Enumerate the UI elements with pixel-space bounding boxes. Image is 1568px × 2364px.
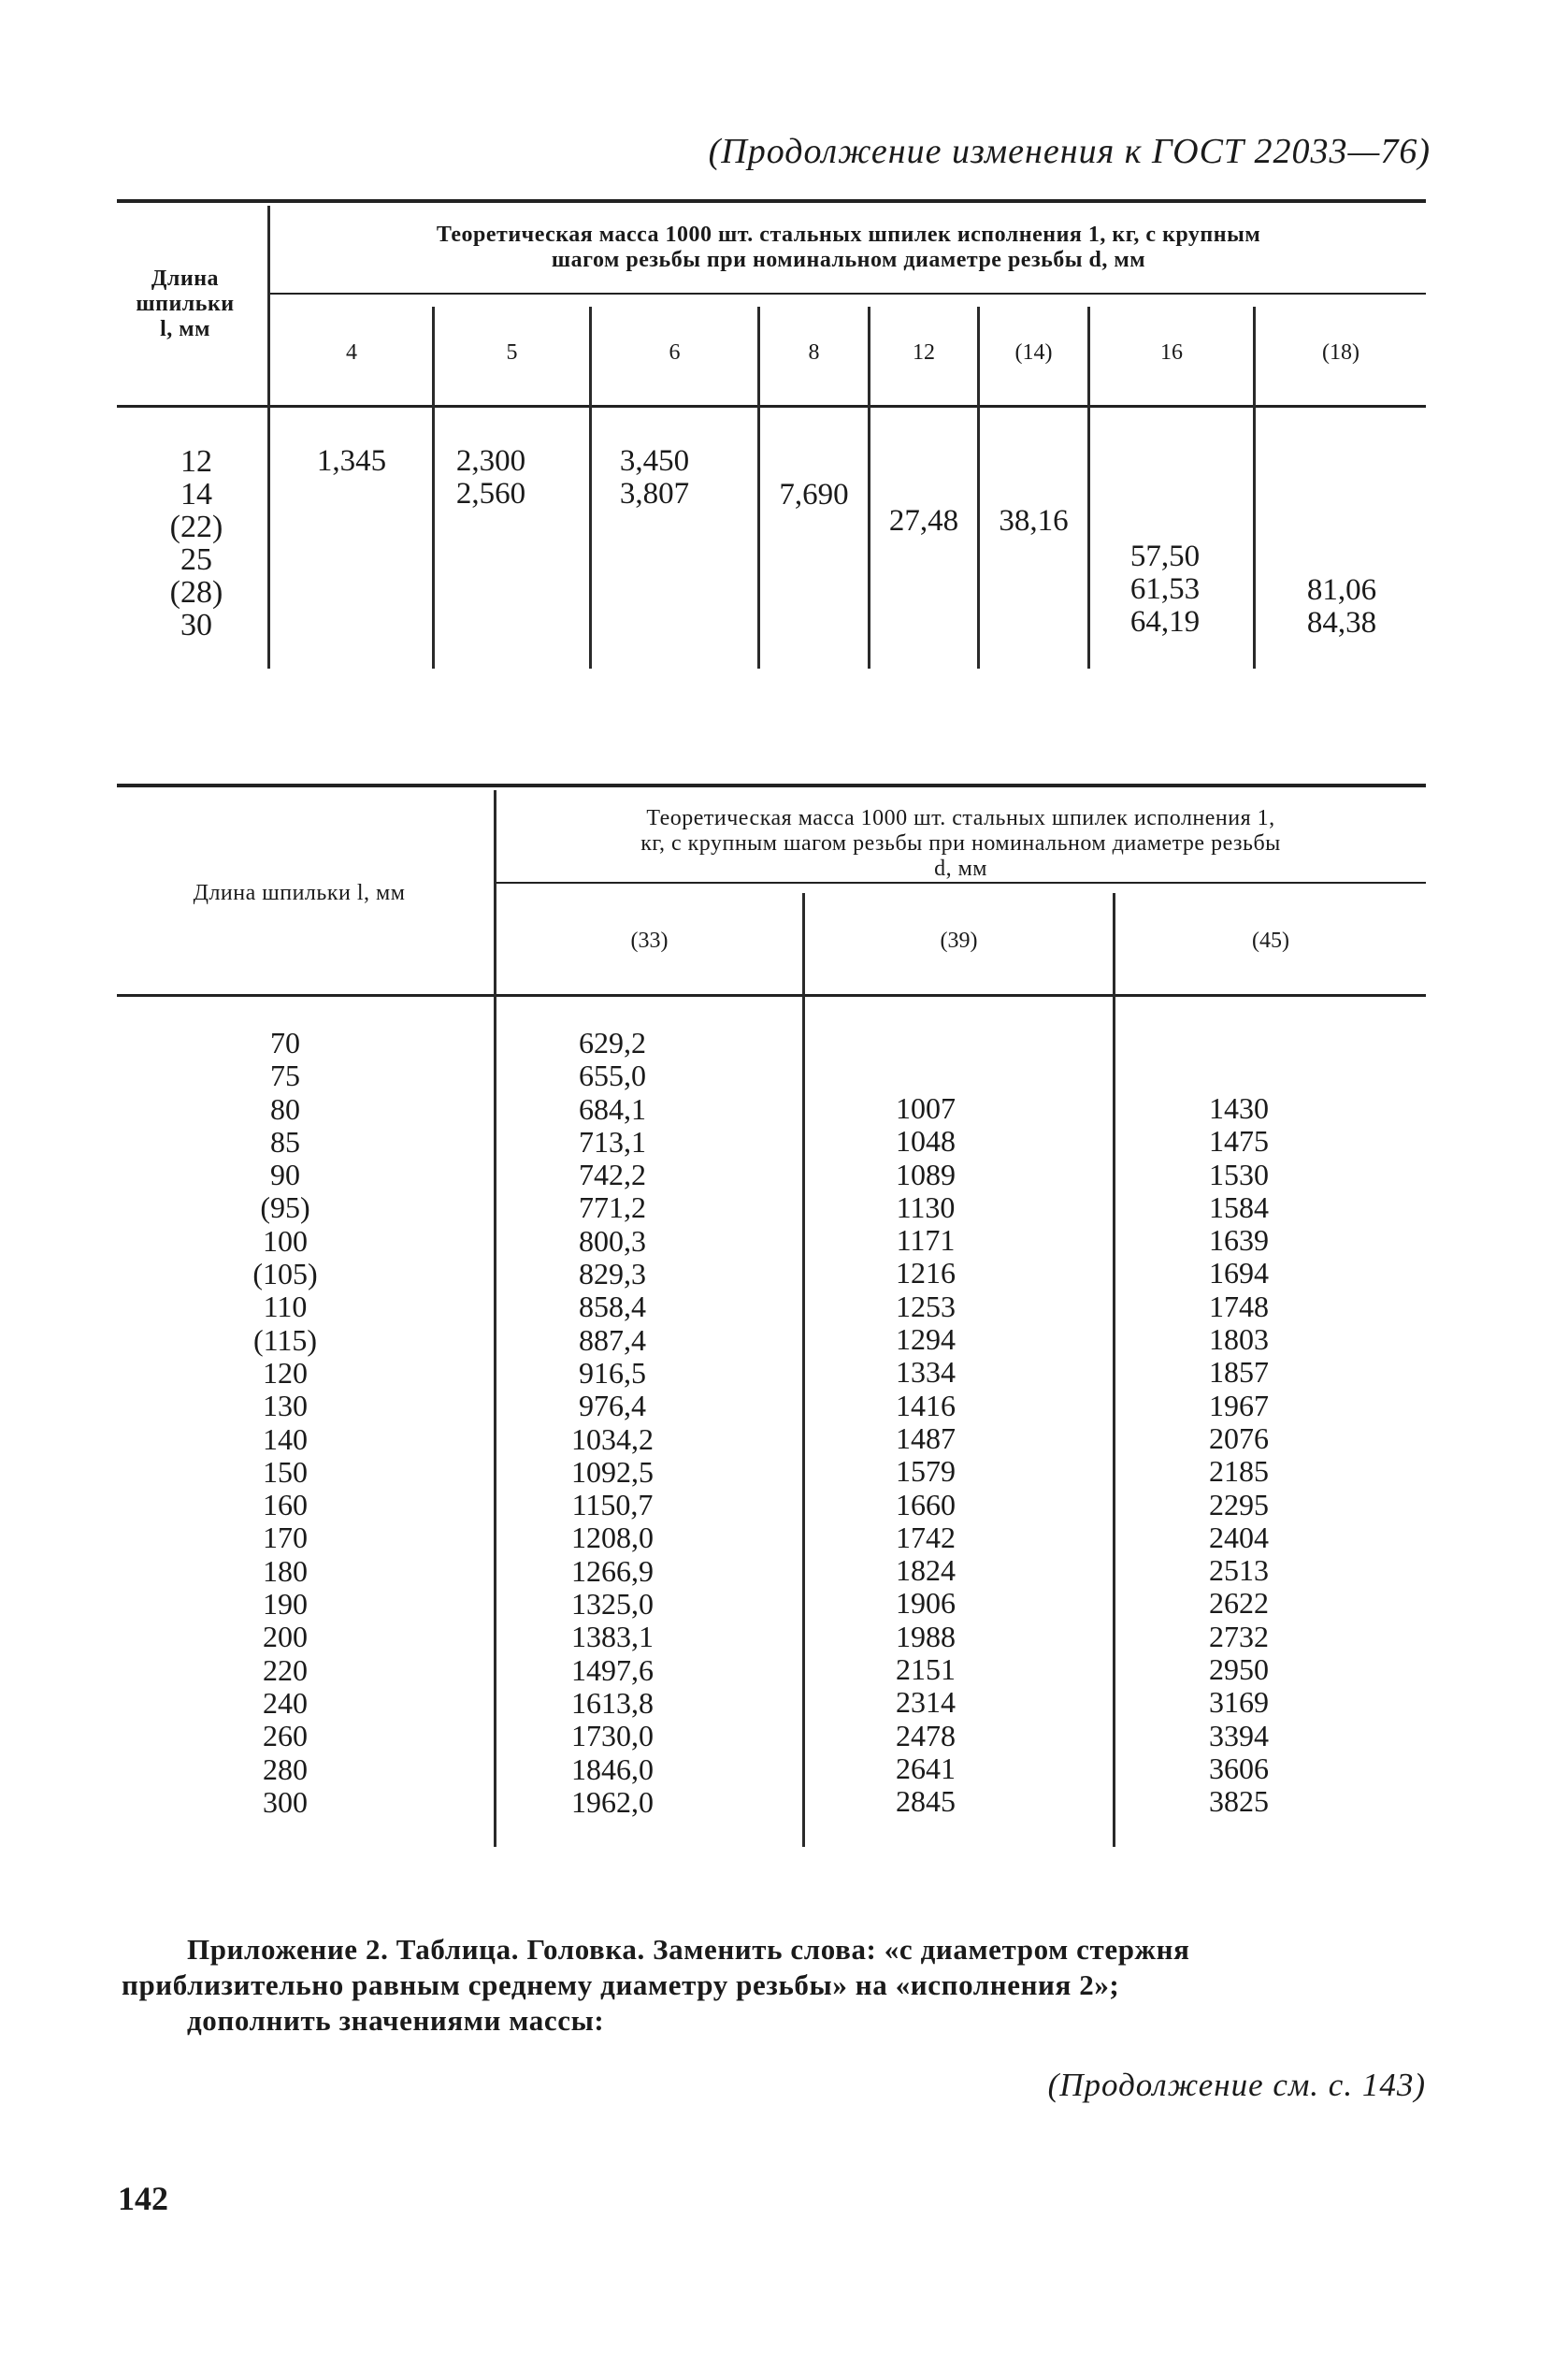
table2-sub-rule: [496, 882, 1426, 884]
table1-diameter-16: 16: [1160, 340, 1183, 365]
table1-diameter-14: (14): [1014, 340, 1053, 365]
table1-top-rule: [117, 199, 1426, 203]
paragraph-line: дополнить значениями массы:: [187, 2004, 605, 2037]
table2-col45-values: 1430 1475 1530 1584 1639 1694 1748 1803 1857 1967 2076 2185 2295 2404 2513 2622 2732 2950 3169 3394 3606 3825: [1209, 1091, 1269, 1819]
page-header: (Продолжение изменения к ГОСТ 22033—76): [708, 132, 1431, 171]
table1-value-d14: 38,16: [999, 504, 1069, 538]
caption-line: кг, с крупным шагом резьбы при номинальном диаметре резьбы: [640, 831, 1281, 856]
table2-diameter-45: (45): [1252, 929, 1289, 953]
table2-diameter-39: (39): [940, 929, 978, 953]
table1-value-d6: 3,450 3,807: [619, 444, 690, 511]
table1-diameter-6: 6: [669, 340, 681, 365]
table2-col33-values: 629,2 655,0 684,1 713,1 742,2 771,2 800,3 829,3 858,4 887,4 916,5 976,4 1034,2 1092,5 1150,7 1208,0 1266,9 1325,0 1383,1 1497,6 1613,8 1730,0 1846,0 1962,0: [571, 1026, 654, 1819]
table1-lengths: 12 14 (22) 25 (28) 30: [169, 444, 223, 642]
table1-value-d8: 7,690: [779, 478, 849, 512]
table1-diameter-12: 12: [913, 340, 935, 365]
row-header-line: Длина: [151, 267, 220, 291]
caption-line: шагом резьбы при номинальном диаметре резьбы d, мм: [551, 248, 1146, 272]
paragraph-line: приблизительно равным среднему диаметру резьбы» на «исполнения 2»;: [122, 1968, 1120, 2001]
table1-sub-rule: [269, 293, 1426, 295]
caption-line: Теоретическая масса 1000 шт. стальных шпилек исполнения 1,: [646, 806, 1275, 830]
table1-value-d12: 27,48: [888, 504, 959, 538]
table1-value-d4: 1,345: [316, 444, 387, 478]
table2-col-divider: [1113, 893, 1115, 1847]
row-header-line: шпильки: [136, 292, 235, 316]
caption-line: Теоретическая масса 1000 шт. стальных шпилек исполнения 1, кг, с крупным: [436, 223, 1261, 247]
table2-top-rule: [117, 784, 1426, 787]
table2-head-rule: [117, 994, 1426, 997]
caption-line: d, мм: [934, 857, 987, 881]
table1-diameter-4: 4: [346, 340, 357, 365]
table1-diameter-5: 5: [506, 340, 518, 365]
paragraph-line: Приложение 2. Таблица. Головка. Заменить слова: «с диаметром стержня: [187, 1933, 1190, 1966]
row-header-line: l, мм: [160, 317, 210, 341]
table2-col-divider: [802, 893, 805, 1847]
page-number: 142: [118, 2180, 168, 2217]
table1-diameter-8: 8: [808, 340, 820, 365]
table1-value-d18: 81,06 84,38: [1306, 573, 1377, 640]
table1-row-header: [110, 267, 260, 342]
table1-diameter-18: (18): [1322, 340, 1359, 365]
table2-lengths: 70 75 80 85 90 (95) 100 (105) 110 (115) 120 130 140 150 160 170 180 190 200 220 240 260 280 300: [252, 1026, 318, 1819]
table2-row-header: Длина шпильки l, мм: [193, 881, 406, 905]
table2-col39-values: 1007 1048 1089 1130 1171 1216 1253 1294 1334 1416 1487 1579 1660 1742 1824 1906 1988 2151 2314 2478 2641 2845: [896, 1091, 956, 1819]
table2-diameter-33: (33): [630, 929, 669, 953]
table1-col-divider: [267, 206, 270, 669]
table2-caption: [500, 806, 1421, 882]
table1-caption: [276, 223, 1421, 273]
table1-head-rule: [117, 405, 1426, 408]
table1-value-d16: 57,50 61,53 64,19: [1129, 540, 1201, 639]
appendix-paragraph: [122, 1932, 1431, 2039]
continued-note: (Продолжение см. с. 143): [1047, 2067, 1426, 2103]
table1-value-d5: 2,300 2,560: [455, 444, 526, 511]
